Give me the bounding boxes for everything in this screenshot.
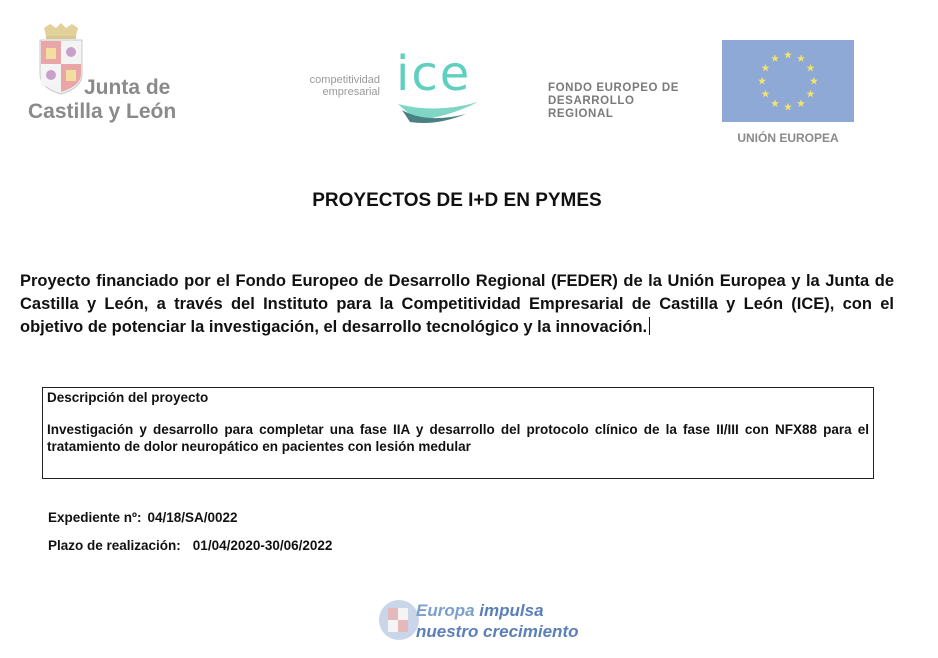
description-box	[42, 387, 874, 479]
expediente-value: 04/18/SA/0022	[147, 510, 238, 525]
impulsa-word: impulsa	[479, 601, 544, 620]
jcyl-wordmark	[28, 76, 176, 124]
expediente-label: Expediente nº:	[48, 510, 142, 525]
description-text: Investigación y desarrollo para completar una fase IIA y desarrollo del protocolo clínico de la fase II/III con NFX88 para el tratamiento de dolor neuropático en pacientes con lesión medular	[47, 422, 869, 454]
eu-flag-icon	[722, 40, 854, 122]
expediente-row	[48, 510, 238, 525]
europa-impulsa-emblem-icon	[378, 594, 420, 646]
plazo-value: 01/04/2020-30/06/2022	[192, 538, 333, 553]
plazo-label: Plazo de realización:	[48, 538, 181, 553]
feder-label	[548, 82, 679, 121]
europa-word: Europa	[416, 601, 475, 620]
crecimiento-line: nuestro crecimiento	[416, 622, 579, 641]
feder-line1: FONDO EUROPEO DE	[548, 82, 680, 94]
europa-impulsa-wordmark	[416, 600, 579, 642]
feder-line2: DESARROLLO	[548, 95, 635, 107]
ice-tagline	[284, 74, 380, 98]
ice-tagline-line2: empresarial	[322, 86, 380, 98]
plazo-row	[48, 538, 332, 553]
page-title: PROYECTOS DE I+D EN PYMES	[312, 190, 602, 211]
feder-line3: REGIONAL	[548, 108, 614, 120]
ice-wordmark: ice	[396, 46, 472, 102]
intro-text: Proyecto financiado por el Fondo Europeo de Desarrollo Regional (FEDER) de la Unión Europea y la Junta de Castilla y León, a través del Instituto para la Competitividad Empresarial de Castilla y León (ICE), con el objetivo de potenciar la investigación, el desarrollo tecnológico y la innovación.	[20, 272, 894, 336]
description-label: Descripción del proyecto	[47, 390, 209, 405]
ice-wave-icon	[396, 100, 480, 124]
eu-label: UNIÓN EUROPEA	[737, 131, 839, 145]
intro-paragraph	[20, 270, 894, 339]
jcyl-line2: Castilla y León	[28, 100, 177, 123]
ice-tagline-line1: competitividad	[309, 74, 380, 86]
text-cursor	[649, 317, 650, 335]
jcyl-line1: Junta de	[84, 76, 171, 99]
